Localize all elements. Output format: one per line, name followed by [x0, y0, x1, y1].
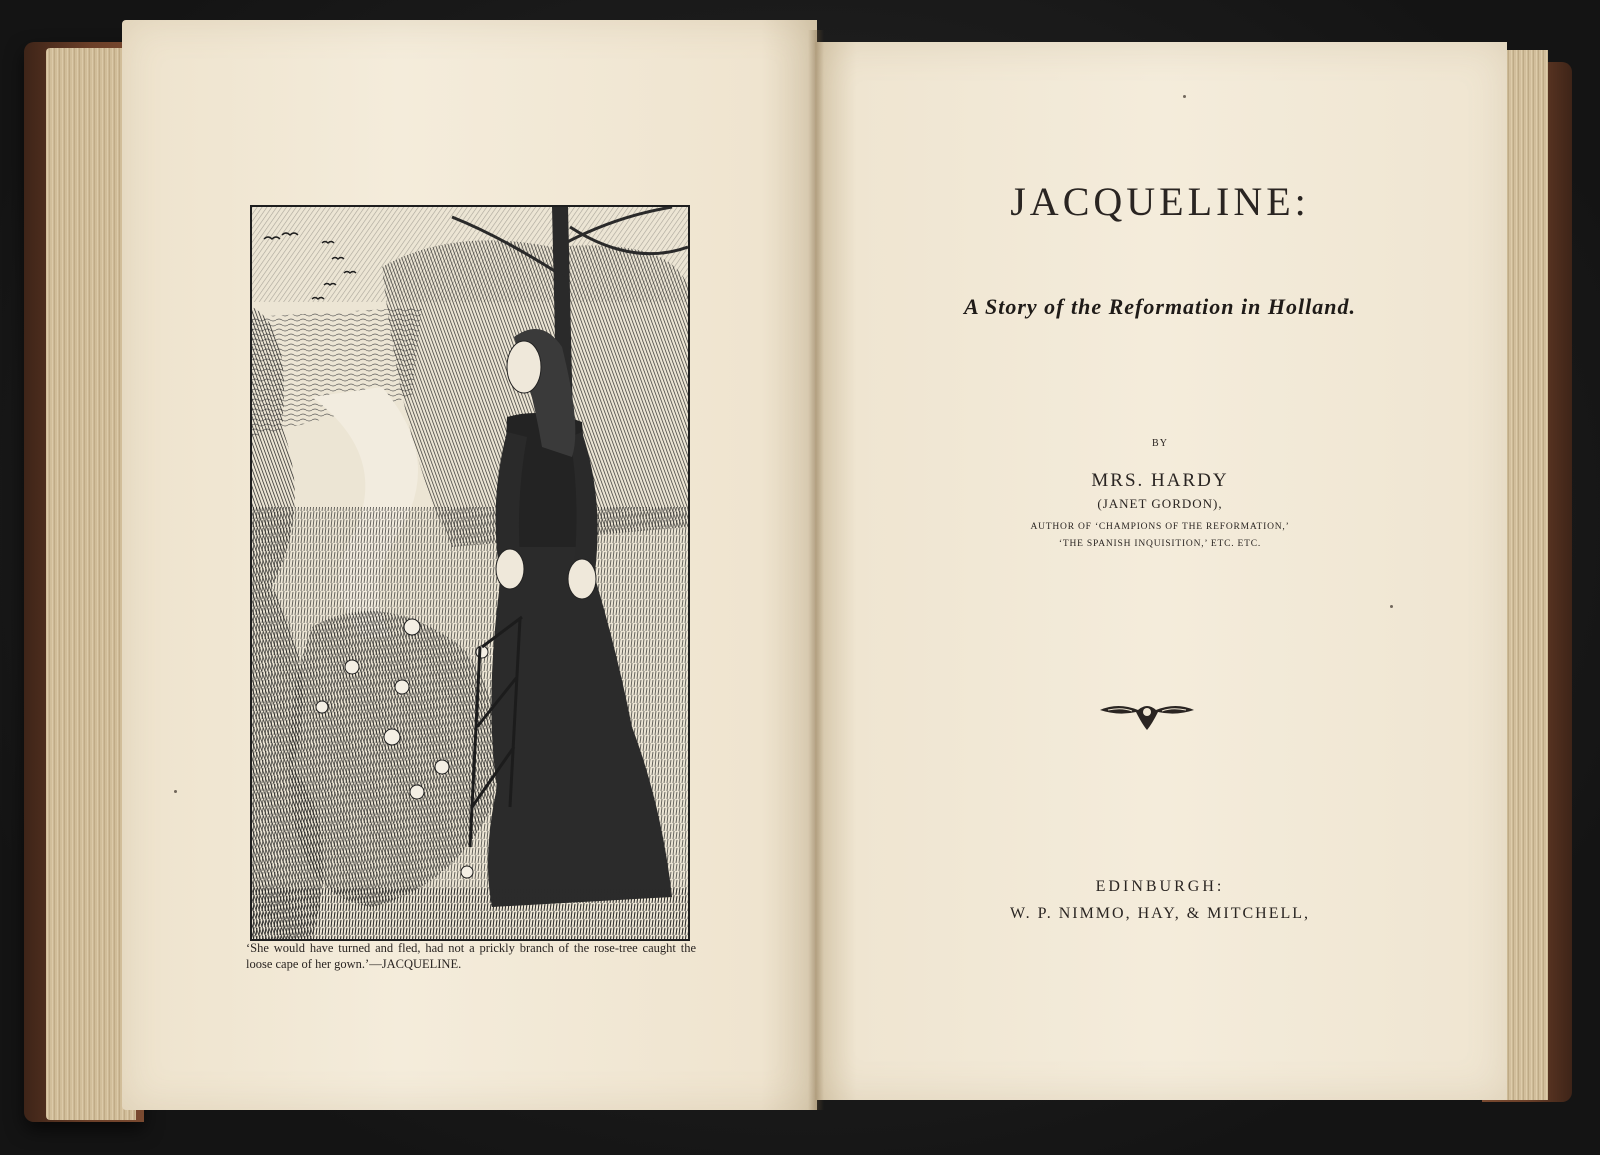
author-pseudonym: (JANET GORDON),: [1097, 496, 1223, 511]
publication-city: EDINBURGH:: [1095, 878, 1225, 895]
publisher-name: W. P. NIMMO, HAY, & MITCHELL,: [1009, 905, 1311, 922]
foxing-spot: [1390, 605, 1393, 608]
book-gutter: [808, 30, 824, 1110]
foxing-spot: [1183, 95, 1186, 98]
book-title: JACQUELINE:: [1010, 179, 1310, 224]
page-edges-right: [1500, 50, 1548, 1100]
foxing-spot: [174, 790, 177, 793]
printers-fleuron-icon: [1098, 698, 1196, 732]
frontispiece-caption: ‘She would have turned and fled, had not a prickly branch of the rose-tree caught the loose cape of her gown.’—JACQUELINE.: [246, 941, 696, 971]
book-subtitle: A Story of the Reformation in Holland.: [964, 294, 1356, 319]
credit-line: AUTHOR OF ‘CHAMPIONS OF THE REFORMATION,’: [1030, 522, 1290, 532]
frontispiece-illustration: [250, 205, 690, 941]
by-line: BY: [1152, 438, 1168, 449]
credit-line: ‘THE SPANISH INQUISITION,’ ETC. ETC.: [1058, 539, 1262, 549]
author-credits: [830, 519, 1490, 553]
author-name: MRS. HARDY: [1091, 470, 1229, 491]
